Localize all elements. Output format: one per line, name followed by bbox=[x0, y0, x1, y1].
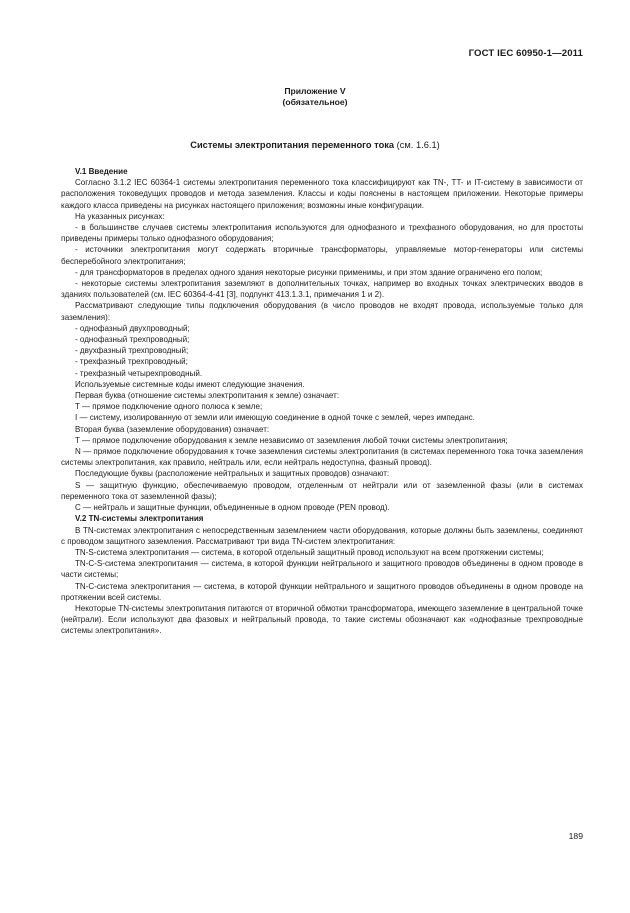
paragraph: N — прямое подключение оборудования к точке заземления системы электропитания (в системах переменного тока точка заземления системы электропитания, как правило, нейтраль или, если нейтраль недоступна, фазный провод). bbox=[61, 447, 583, 468]
section-title-main: Системы электропитания переменного тока bbox=[190, 140, 395, 150]
paragraph: TN-S-система электропитания — система, в которой отдельный защитный провод используют на всем протяжении системы; bbox=[75, 547, 544, 557]
section-title bbox=[0, 140, 630, 150]
paragraph: Вторая буква (заземление оборудования) означает: bbox=[75, 424, 270, 434]
section-heading: V.2 TN-системы электропитания bbox=[75, 514, 204, 524]
paragraph: - некоторые системы электропитания заземляют в дополнительных точках, например во входных точках электрических вводов в зданиях пользователей (см. IEC 60364-4-41 [3], подпункт 413.1.3.1, примечания 1 и 2). bbox=[61, 279, 583, 300]
annex-title: Приложение V bbox=[284, 86, 346, 96]
annex-heading bbox=[0, 86, 630, 108]
document-id: ГОСТ IEC 60950-1—2011 bbox=[468, 48, 583, 59]
paragraph: - трехфазный трехпроводный; bbox=[75, 357, 188, 367]
paragraph: I — систему, изолированную от земли или имеющую соединение в одной точке с землей, через импеданс. bbox=[75, 413, 475, 423]
paragraph: C — нейтраль и защитные функции, объединенные в одном проводе (PEN провод). bbox=[75, 503, 390, 513]
paragraph: - источники электропитания могут содержать вторичные трансформаторы, управляемые мотор-генераторы или системы бесперебойного электропитания; bbox=[61, 245, 583, 266]
paragraph: На указанных рисунках: bbox=[75, 211, 165, 221]
paragraph: - трехфазный четырехпроводный. bbox=[75, 368, 203, 378]
paragraph: Первая буква (отношение системы электропитания к земле) означает: bbox=[75, 391, 340, 401]
paragraph: T — прямое подключение оборудования к земле независимо от заземления любой точки системы электропитания; bbox=[75, 435, 508, 445]
paragraph: - в большинстве случаев системы электропитания используются для однофазного и трехфазного оборудования, но для простоты приведены примеры только однофазного оборудования; bbox=[61, 223, 583, 244]
paragraph: Рассматривают следующие типы подключения оборудования (в число проводов не входят провода, используемые только для заземления): bbox=[61, 301, 583, 322]
paragraph: - для трансформаторов в пределах одного здания некоторые рисунки применимы, и при этом здание ограничено его полом; bbox=[75, 267, 543, 277]
paragraph: - однофазный двухпроводный; bbox=[75, 323, 190, 333]
paragraph: Согласно 3.1.2 IEC 60364-1 системы электропитания переменного тока классифицируют как TN-, TT- и IT-систему в зависимости от расположения токоведущих проводов и метода заземления. Классы и коды пояснены в настоящем приложении. Некоторые примеры каждого класса приведены на рисунках настоящего приложения; возможны иные конфигурации. bbox=[61, 178, 583, 210]
paragraph: T — прямое подключение одного полюса к земле; bbox=[75, 402, 263, 412]
paragraph: TN-C-система электропитания — система, в которой функции нейтрального и защитного проводов объединены в одном проводе на протяжении всей системы. bbox=[61, 581, 583, 602]
page-number: 189 bbox=[568, 831, 583, 841]
paragraph: Некоторые TN-системы электропитания питаются от вторичной обмотки трансформатора, имеющего заземление в центральной точке (нейтрали). Если используют два фазовых и нейтральный провода, то такие системы обозначают как «однофазные трехпроводные системы электропитания». bbox=[61, 603, 583, 636]
body-text bbox=[61, 166, 583, 637]
paragraph: Используемые системные коды имеют следующие значения. bbox=[75, 379, 305, 389]
section-heading: V.1 Введение bbox=[75, 167, 128, 176]
paragraph: - однофазный трехпроводный; bbox=[75, 335, 190, 345]
paragraph: S — защитную функцию, обеспечиваемую проводом, отделенным от нейтрали или от заземленной фазы (или в системах переменного тока от заземленной фазы); bbox=[61, 480, 583, 501]
paragraph: В TN-системах электропитания с непосредственным заземлением части оборудования, которые должны быть заземлены, соединяют с проводом защитного заземления. Рассматривают три вида TN-систем электропитания: bbox=[61, 525, 583, 546]
paragraph: Последующие буквы (расположение нейтральных и защитных проводов) означают: bbox=[75, 469, 390, 479]
paragraph: - двухфазный трехпроводный; bbox=[75, 346, 189, 356]
section-title-ref: (см. 1.6.1) bbox=[394, 140, 440, 150]
annex-status: (обязательное) bbox=[282, 97, 348, 107]
paragraph: TN-C-S-система электропитания — система, в которой функции нейтрального и защитного проводов объединены в одном проводе в части системы; bbox=[61, 559, 583, 580]
